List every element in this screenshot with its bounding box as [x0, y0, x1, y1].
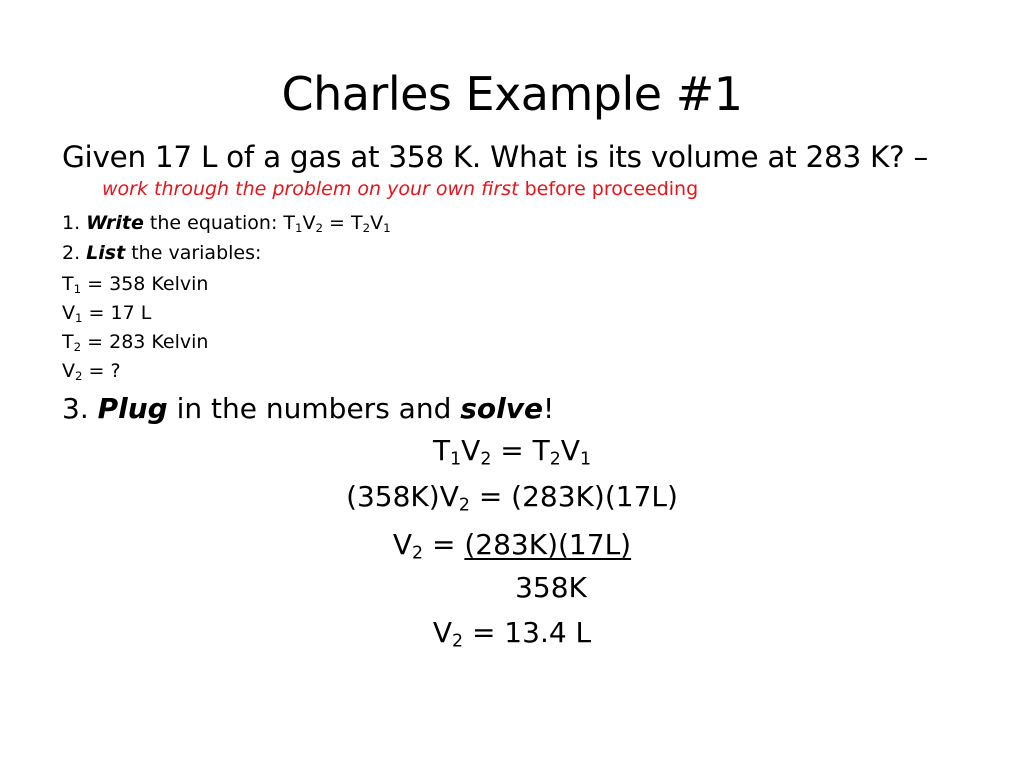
- solution-equation: [0, 433, 1024, 469]
- step-1-verb: Write: [86, 212, 144, 234]
- step-3-number: 3.: [62, 392, 98, 425]
- sol3-a: V: [392, 528, 413, 561]
- step-1-mid-1: V: [302, 212, 316, 234]
- solution-answer: [0, 615, 1024, 651]
- fraction-numerator: (283K)(17L): [464, 528, 632, 561]
- solution-substituted: [0, 479, 1024, 515]
- sol1-b: V: [461, 434, 481, 467]
- variable-subscript: 1: [75, 310, 83, 325]
- sol1-a: T: [433, 434, 451, 467]
- step-3-verb-solve: solve: [460, 392, 544, 425]
- variable-t1: [62, 271, 208, 297]
- step-3-plug-and-solve: [62, 391, 554, 427]
- step-3-text-1: in the numbers and: [167, 392, 461, 425]
- given-question: Given 17 L of a gas at 358 K. What is its volume at 283 K? –: [62, 140, 928, 174]
- sol1-sub1: 1: [450, 449, 462, 470]
- step-1-sub-4: 1: [383, 220, 391, 235]
- sol1-d: V: [560, 434, 580, 467]
- sol2-a: (358K)V: [346, 480, 459, 513]
- variable-symbol: V: [62, 360, 75, 382]
- sol5-sub1: 2: [452, 631, 464, 652]
- step-1-sub-3: 2: [362, 220, 371, 235]
- variable-symbol: V: [62, 302, 75, 324]
- solution-isolated: [0, 527, 1024, 563]
- step-1-sub-1: 1: [295, 220, 303, 235]
- step-3-text-2: !: [543, 392, 555, 425]
- sol2-sub1: 2: [458, 495, 470, 516]
- sol3-sub1: 2: [412, 543, 424, 564]
- solution-denominator-line: [0, 570, 1024, 606]
- step-1-write-equation: [62, 210, 391, 236]
- sol1-sub3: 2: [549, 449, 561, 470]
- variable-subscript: 2: [73, 339, 82, 354]
- step-1-mid-3: V: [370, 212, 384, 234]
- variable-value: = ?: [82, 360, 121, 382]
- step-2-verb: List: [86, 242, 126, 264]
- instruction-rest: before proceeding: [518, 178, 699, 200]
- slide-title: Charles Example #1: [281, 67, 743, 121]
- step-2-number: 2.: [62, 242, 87, 264]
- instruction-line: [102, 176, 698, 202]
- sol2-b: = (283K)(17L): [469, 480, 678, 513]
- step-3-verb-plug: Plug: [97, 392, 168, 425]
- variable-symbol: T: [62, 273, 74, 295]
- variable-subscript: 1: [73, 281, 82, 296]
- sol5-b: = 13.4 L: [463, 616, 592, 649]
- sol3-b: =: [423, 528, 465, 561]
- instruction-italic: work through the problem on your own first: [102, 178, 519, 200]
- step-1-text: the equation: T: [143, 212, 296, 234]
- variable-symbol: T: [62, 331, 74, 353]
- variable-v1: [62, 300, 151, 326]
- sol1-c: = T: [491, 434, 550, 467]
- sol1-sub2: 2: [480, 449, 492, 470]
- step-1-mid-2: = T: [323, 212, 363, 234]
- step-1-number: 1.: [62, 212, 87, 234]
- variable-value: = 358 Kelvin: [81, 273, 209, 295]
- sol1-sub4: 1: [579, 449, 591, 470]
- variable-subscript: 2: [75, 368, 83, 383]
- variable-v2: [62, 358, 121, 384]
- step-2-list-variables: [62, 240, 261, 266]
- sol5-a: V: [432, 616, 452, 649]
- variable-value: = 17 L: [82, 302, 152, 324]
- step-2-text: the variables:: [125, 242, 262, 264]
- fraction-denominator: 358K: [515, 571, 587, 604]
- variable-value: = 283 Kelvin: [81, 331, 209, 353]
- step-1-sub-2: 2: [315, 220, 324, 235]
- variable-t2: [62, 329, 208, 355]
